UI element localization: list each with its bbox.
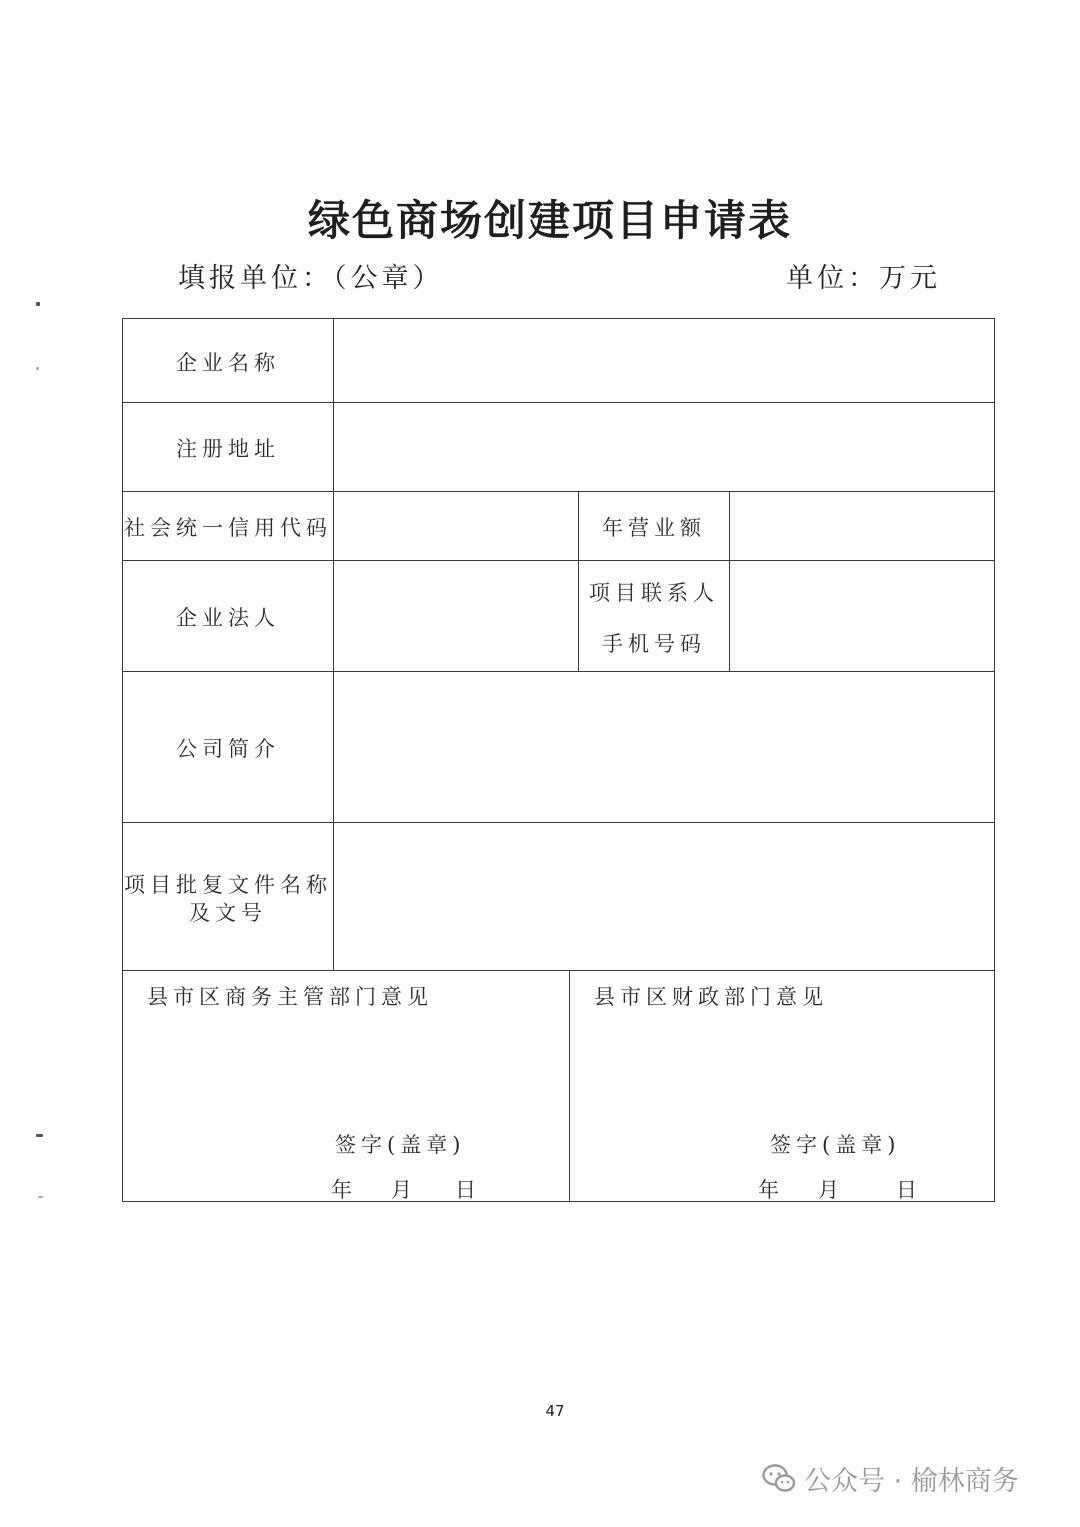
currency-unit-label: 单位：万元	[786, 263, 941, 294]
watermark-text: 公众号 · 榆林商务	[804, 1466, 1019, 1497]
wechat-icon	[762, 1464, 796, 1494]
commerce-signature-label: 签字(盖章)	[335, 1133, 466, 1157]
commerce-date-line	[331, 1174, 481, 1204]
commerce-day-label: 日	[455, 1178, 481, 1202]
legal-person-label	[122, 560, 334, 672]
annual-revenue-field[interactable]	[729, 491, 995, 561]
approval-docs-field[interactable]	[333, 822, 995, 971]
scan-mark	[36, 1134, 43, 1137]
registered-address-label	[122, 402, 334, 492]
legal-person-field[interactable]	[333, 560, 579, 672]
scan-mark	[38, 1196, 43, 1198]
company-profile-text: 公司简介	[176, 737, 280, 762]
scan-mark	[36, 367, 39, 370]
approval-docs-text-line2: 及文号	[189, 900, 267, 925]
finance-opinion-title: 县市区财政部门意见	[594, 985, 828, 1009]
contact-phone-field[interactable]	[729, 560, 995, 672]
approval-docs-label	[122, 822, 334, 971]
finance-signature-label: 签字(盖章)	[770, 1133, 901, 1157]
wechat-watermark	[762, 1459, 1019, 1498]
commerce-opinion-title: 县市区商务主管部门意见	[147, 985, 433, 1009]
registered-address-field[interactable]	[333, 402, 995, 492]
page-number: 47	[545, 1402, 565, 1420]
finance-year-label: 年	[758, 1178, 784, 1202]
contact-phone-label	[578, 560, 730, 672]
finance-date-line	[758, 1174, 922, 1204]
mobile-number-text: 手机号码	[602, 632, 706, 656]
approval-docs-text-line1: 项目批复文件名称	[124, 873, 332, 898]
project-contact-text: 项目联系人	[589, 580, 719, 605]
credit-code-field[interactable]	[333, 491, 579, 561]
credit-code-label	[122, 491, 334, 561]
application-form-table	[122, 318, 995, 1202]
enterprise-name-label	[122, 318, 334, 403]
filing-unit-label: 填报单位：（公章）	[178, 263, 444, 294]
company-profile-field[interactable]	[333, 671, 995, 823]
credit-code-text: 社会统一信用代码	[124, 516, 332, 541]
finance-month-label: 月	[818, 1178, 844, 1202]
annual-revenue-label	[578, 491, 730, 561]
enterprise-name-text: 企业名称	[176, 350, 280, 375]
commerce-dept-opinion-box[interactable]	[122, 970, 570, 1202]
company-profile-label	[122, 671, 334, 823]
commerce-year-label: 年	[331, 1178, 357, 1202]
annual-revenue-text: 年营业额	[602, 516, 706, 541]
commerce-month-label: 月	[391, 1178, 417, 1202]
document-title: 绿色商场创建项目申请表	[307, 196, 792, 245]
legal-person-text: 企业法人	[176, 606, 280, 631]
scan-mark	[36, 302, 40, 306]
registered-address-text: 注册地址	[176, 437, 280, 462]
finance-day-label: 日	[896, 1178, 922, 1202]
enterprise-name-field[interactable]	[333, 318, 995, 403]
finance-dept-opinion-box[interactable]	[569, 970, 995, 1202]
